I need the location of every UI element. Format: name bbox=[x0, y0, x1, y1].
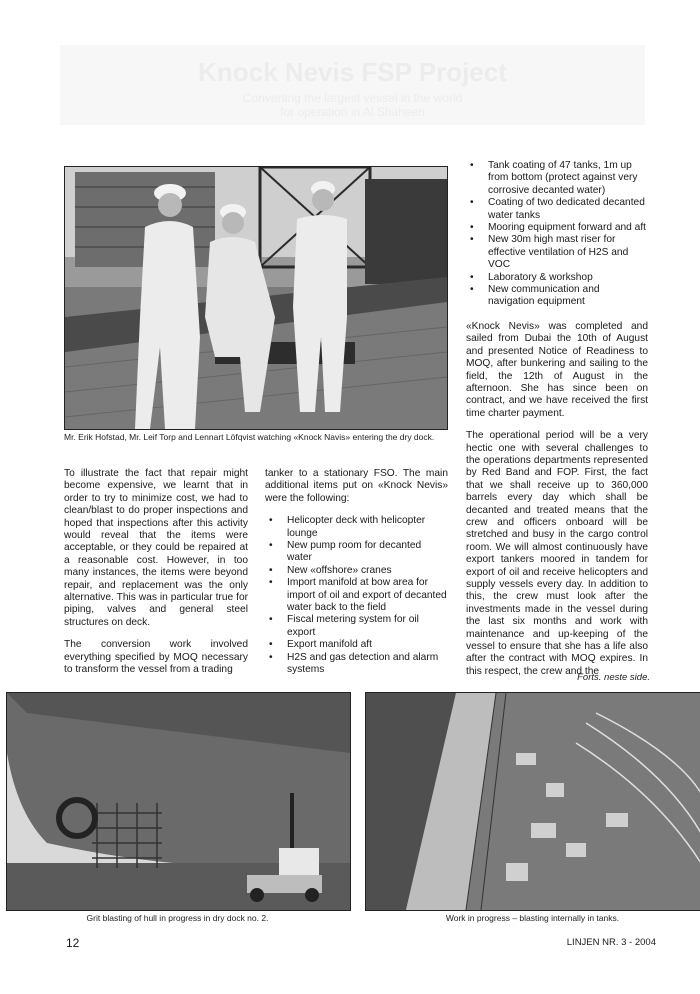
additional-items-list-continued bbox=[466, 160, 648, 309]
photo-grit-blasting-hull bbox=[6, 692, 351, 911]
continued-note: Forts. neste side. bbox=[577, 672, 650, 683]
magazine-issue: LINJEN NR. 3 - 2004 bbox=[566, 937, 656, 948]
ghost-subtitle-2: for operation in Al Shaheen bbox=[280, 105, 425, 119]
list-item: • New «offshore» cranes bbox=[265, 565, 448, 577]
list-item: • Import manifold at bow area for import of oil and export of decanted water back to the field bbox=[265, 577, 448, 614]
photo-three-men-dry-dock bbox=[64, 166, 448, 430]
photo-top-caption: Mr. Erik Hofstad, Mr. Leif Torp and Lennart Löfqvist watching «Knock Navis» entering the dry dock. bbox=[64, 432, 435, 442]
list-item: • Export manifold aft bbox=[265, 639, 448, 651]
faded-previous-page-heading bbox=[60, 45, 645, 125]
photo-blasting-in-tanks bbox=[365, 692, 700, 911]
list-item: • Helicopter deck with helicopter lounge bbox=[265, 515, 448, 540]
photo-deck-image bbox=[366, 693, 700, 910]
right-column bbox=[466, 160, 648, 688]
list-item: • Fiscal metering system for oil export bbox=[265, 614, 448, 639]
left-paragraph-2: The conversion work involved everything specified by MOQ necessary to transform the vessel from a trading bbox=[64, 639, 248, 676]
photo-three-men-image bbox=[65, 167, 447, 429]
ghost-subtitle-1: Converting the largest vessel in the world bbox=[242, 91, 463, 105]
right-paragraph-1: «Knock Nevis» was completed and sailed from Dubai the 10th of August and presented Notice of Readiness to MOQ, after bunkering and sailing to the field, the 12th of August in the afternoon. She has since been on contract, and we have received the first time charter payment. bbox=[466, 320, 648, 419]
middle-paragraph-1: tanker to a stationary FSO. The main additional items put on «Knock Nevis» were the following: bbox=[265, 468, 448, 504]
page-number: 12 bbox=[66, 936, 80, 950]
middle-column bbox=[265, 468, 448, 689]
list-item: • Laboratory & workshop bbox=[466, 272, 648, 284]
ghost-title: Knock Nevis FSP Project bbox=[198, 57, 507, 87]
photo-bottom-left-caption: Grit blasting of hull in progress in dry dock no. 2. bbox=[86, 913, 269, 923]
list-item: • Mooring equipment forward and aft bbox=[466, 222, 648, 234]
right-paragraph-2: The operational period will be a very hectic one with several challenges to the operations departments represented by Red Band and FOP. First, the fact that we shall receive up to 360,000 barrels every day which shall be decanted and treated means that the crew and officers onboard will be stretched and busy in the cargo control room. We will almost continuously have export tankers moored in tandem for export of oil and receive helicopters and supply vessels every day. In addition to this, the crew must look after the investments made in the vessel during the last six months and work with maintenance and up-keeping of the vessel to ensure that she has a life also after the contract with MOQ expires. In this respect, the crew and the bbox=[466, 430, 648, 677]
additional-items-list bbox=[265, 515, 448, 676]
left-column bbox=[64, 468, 248, 687]
photo-bottom-right-caption: Work in progress – blasting internally in tanks. bbox=[445, 913, 620, 923]
list-item: • New 30m high mast riser for effective ventilation of H2S and VOC bbox=[466, 234, 648, 271]
list-item: • H2S and gas detection and alarm systems bbox=[265, 652, 448, 677]
list-item: • Tank coating of 47 tanks, 1m up from bottom (protect against very corrosive decanted water) bbox=[466, 160, 648, 197]
photo-hull-image bbox=[7, 693, 350, 910]
list-item: • New communication and navigation equipment bbox=[466, 284, 648, 309]
left-paragraph-1: To illustrate the fact that repair might become expensive, we learnt that in order to try to minimize cost, we had to clean/blast to do proper inspections and hoped that inspections after this activity would reveal that the items were acceptable, or they could be repaired at a reasonable cost. However, in too many instances, the items were beyond repair, and replacement was the only alternative. This was in particular true for piping, valves and general steel structures on deck. bbox=[64, 468, 248, 628]
list-item: • New pump room for decanted water bbox=[265, 540, 448, 565]
list-item: • Coating of two dedicated decanted water tanks bbox=[466, 197, 648, 222]
